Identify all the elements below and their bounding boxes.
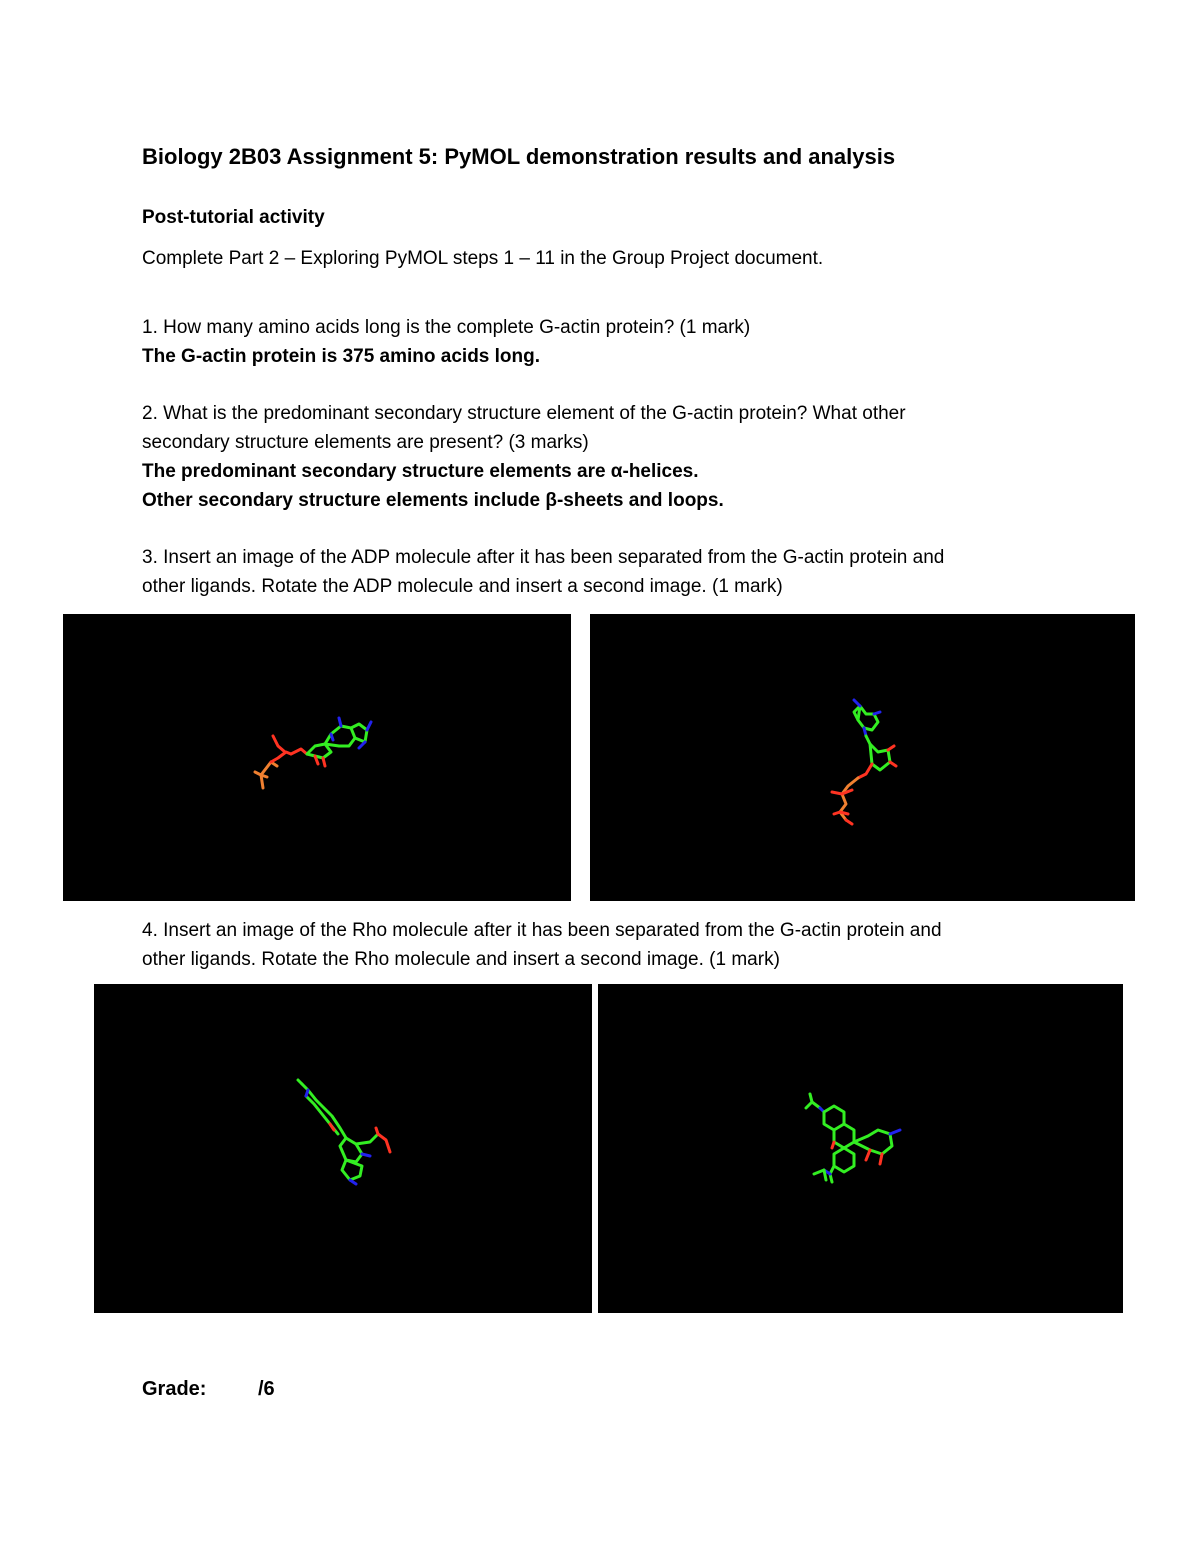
adp-molecule-render-1 — [63, 614, 571, 901]
adp-image-2 — [590, 614, 1135, 901]
question-3-text-line-1: 3. Insert an image of the ADP molecule after it has been separated from the G-actin protein and — [142, 547, 945, 568]
rho-image-1 — [94, 984, 592, 1313]
question-1-text: 1. How many amino acids long is the complete G-actin protein? (1 mark) — [142, 317, 751, 338]
question-2-answer-1: The predominant secondary structure elements are α-helices. — [142, 461, 699, 482]
question-2-text-line-1: 2. What is the predominant secondary structure element of the G-actin protein? What other — [142, 403, 906, 424]
section-heading: Post-tutorial activity — [142, 207, 325, 228]
instruction-text: Complete Part 2 – Exploring PyMOL steps 1 – 11 in the Group Project document. — [142, 248, 824, 269]
question-2-text-line-2: secondary structure elements are present? (3 marks) — [142, 432, 589, 453]
rho-molecule-render-1 — [94, 984, 592, 1313]
rho-image-2 — [598, 984, 1123, 1313]
adp-image-1 — [63, 614, 571, 901]
rho-molecule-render-2 — [598, 984, 1123, 1313]
grade-value: /6 — [258, 1378, 275, 1400]
adp-molecule-render-2 — [590, 614, 1135, 901]
question-3-text-line-2: other ligands. Rotate the ADP molecule and insert a second image. (1 mark) — [142, 576, 783, 597]
question-1-answer: The G-actin protein is 375 amino acids long. — [142, 346, 541, 367]
question-2-answer-2: Other secondary structure elements include β-sheets and loops. — [142, 490, 724, 511]
document-title: Biology 2B03 Assignment 5: PyMOL demonstration results and analysis — [142, 144, 896, 169]
grade-label: Grade: — [142, 1378, 207, 1400]
question-4-text-line-2: other ligands. Rotate the Rho molecule and insert a second image. (1 mark) — [142, 949, 780, 970]
question-4-text-line-1: 4. Insert an image of the Rho molecule after it has been separated from the G-actin protein and — [142, 920, 942, 941]
